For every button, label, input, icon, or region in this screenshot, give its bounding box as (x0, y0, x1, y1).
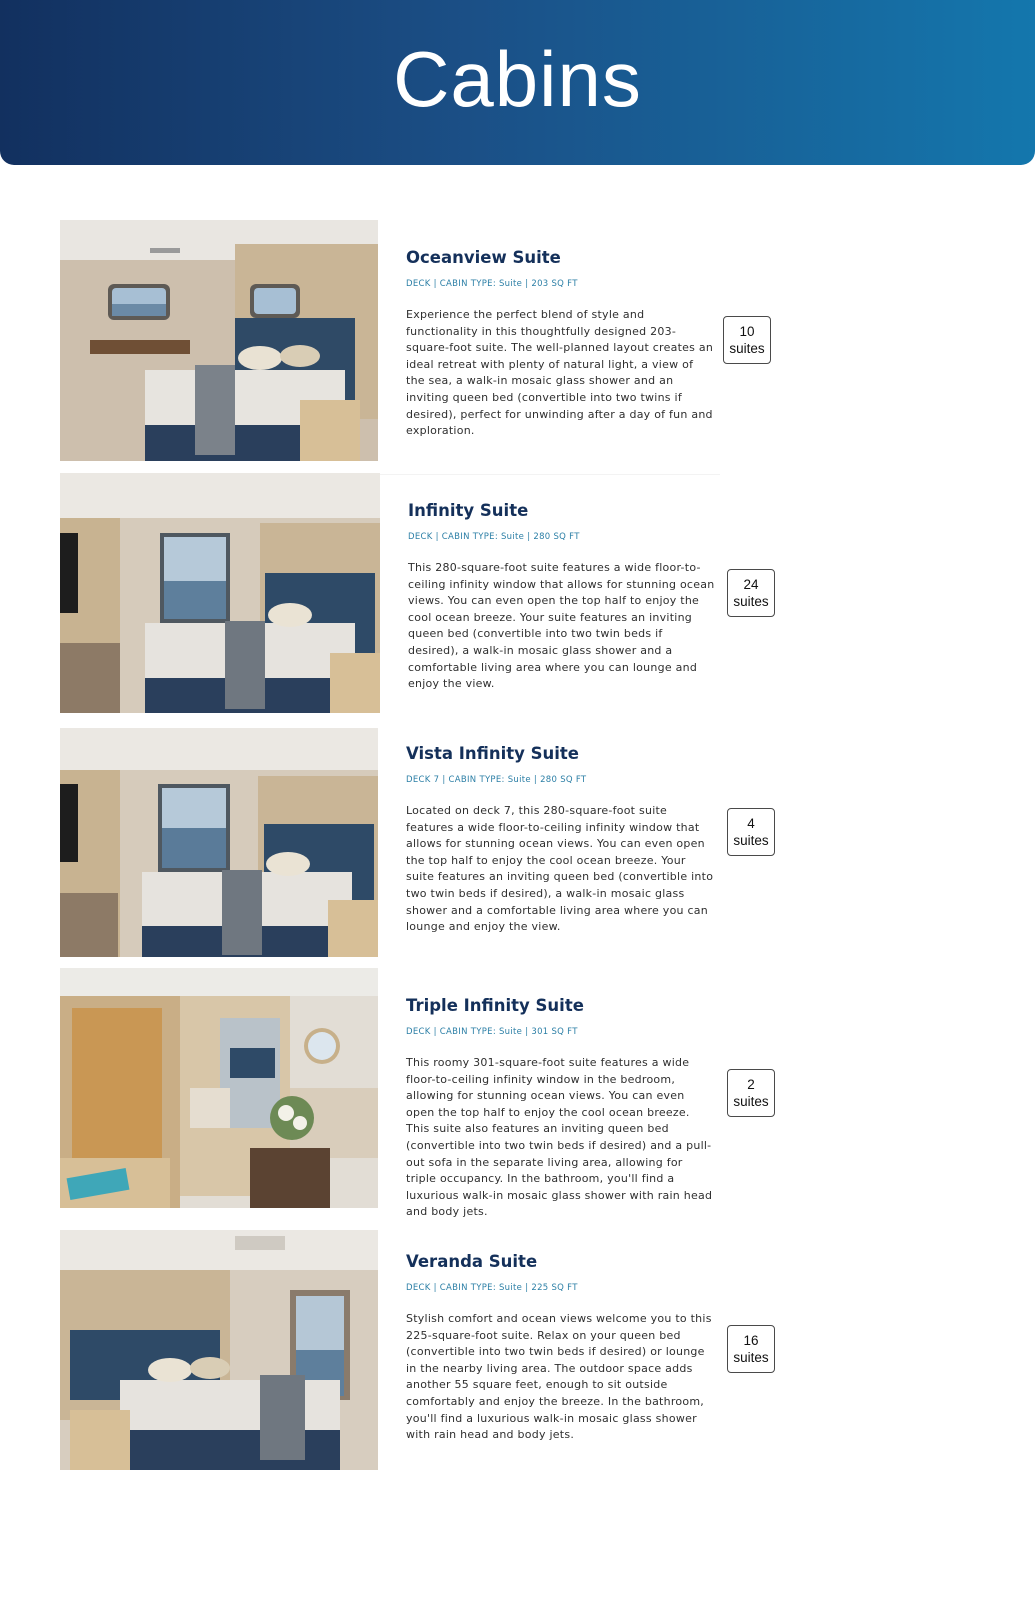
cabin-photo-vista-infinity (60, 728, 378, 957)
cabin-name: Oceanview Suite (406, 248, 561, 267)
suite-count: 24 (743, 577, 759, 592)
cabin-info (406, 1252, 714, 1444)
cabin-info (406, 248, 714, 440)
cabin-description: Located on deck 7, this 280-square-foot suite features a wide floor-to-ceiling infinity window that allows for stunning ocean views. You can even open the top half to enjoy the cool ocean breeze. Your suite features an inviting queen bed (convertible into two twin beds if desired), a walk-in mosaic glass shower and a comfortable living area where you can lounge and enjoy the view. (406, 804, 714, 934)
suite-count-badge (723, 316, 771, 364)
cabin-name: Infinity Suite (408, 501, 529, 520)
suite-count-badge (727, 1325, 775, 1373)
suite-unit: suites (733, 833, 769, 848)
cabin-name: Triple Infinity Suite (406, 996, 584, 1015)
cabin-description: This roomy 301-square-foot suite features a wide floor-to-ceiling infinity window in the bedroom, allowing for stunning ocean views. You can even open the top half to enjoy the cool ocean breeze. This suite also features an inviting queen bed (convertible into two twin beds if desired) and a pull-out sofa in the separate living area, allowing for triple occupancy. In the bathroom, you'll find a luxurious walk-in mosaic glass shower with rain head and body jets. (406, 1056, 713, 1219)
suite-unit: suites (733, 594, 769, 609)
cabin-meta: DECK | CABIN TYPE: Suite | 203 SQ FT (406, 279, 578, 289)
cabin-description: Stylish comfort and ocean views welcome you to this 225-square-foot suite. Relax on your queen bed (convertible into two twin beds if desired) or lounge in the nearby living area. The outdoor space adds another 55 square feet, enough to sit outside comfortably and enjoy the breeze. In the bathroom, you'll find a luxurious walk-in mosaic glass shower with rain head and body jets. (406, 1312, 712, 1442)
suite-count-badge (727, 808, 775, 856)
suite-count: 4 (747, 816, 755, 831)
cabin-description: Experience the perfect blend of style and functionality in this thoughtfully designed 203-square-foot suite. The well-planned layout creates an ideal retreat with plenty of natural light, a view of the sea, a walk-in mosaic glass shower and an inviting queen bed (convertible into two twins if desired), perfect for unwinding after a day of fun and exploration. (406, 308, 714, 438)
suite-unit: suites (733, 1094, 769, 1109)
suite-unit: suites (729, 341, 765, 356)
cabin-photo-oceanview (60, 220, 378, 461)
cabin-meta: DECK | CABIN TYPE: Suite | 225 SQ FT (406, 1283, 578, 1293)
suite-unit: suites (733, 1350, 769, 1365)
cabin-meta: DECK | CABIN TYPE: Suite | 280 SQ FT (408, 532, 580, 542)
cabin-description: This 280-square-foot suite features a wide floor-to-ceiling infinity window that allows for stunning ocean views. You can even open the top half to enjoy the cool ocean breeze. Your suite features an inviting queen bed (convertible into two twin beds if desired), a walk-in mosaic glass shower and a comfortable living area where you can lounge and enjoy the view. (408, 561, 715, 691)
divider (380, 474, 720, 475)
suite-count-badge (727, 1069, 775, 1117)
cabin-info (408, 501, 716, 693)
cabin-name: Vista Infinity Suite (406, 744, 579, 763)
cabin-info (406, 996, 714, 1221)
cabin-photo-triple-infinity (60, 968, 378, 1208)
suite-count: 2 (747, 1077, 755, 1092)
cabin-name: Veranda Suite (406, 1252, 538, 1271)
cabin-info (406, 744, 714, 936)
page-header (0, 0, 1035, 165)
cabin-meta: DECK | CABIN TYPE: Suite | 301 SQ FT (406, 1027, 578, 1037)
suite-count: 16 (743, 1333, 759, 1348)
suite-count-badge (727, 569, 775, 617)
cabin-photo-infinity (60, 473, 380, 713)
cabin-meta: DECK 7 | CABIN TYPE: Suite | 280 SQ FT (406, 775, 587, 785)
suite-count: 10 (739, 324, 755, 339)
cabin-photo-veranda (60, 1230, 378, 1470)
page-title: Cabins (393, 35, 642, 123)
